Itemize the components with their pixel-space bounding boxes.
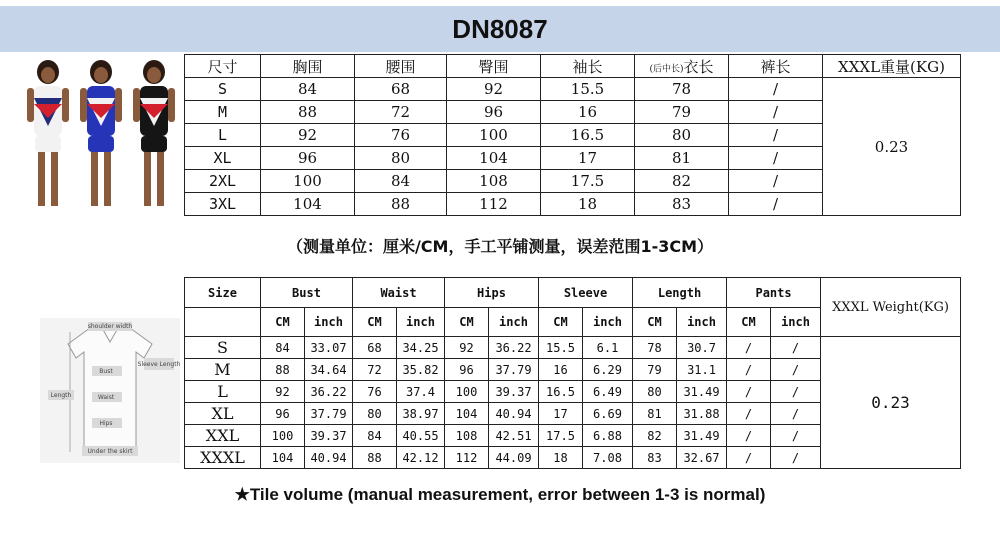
en-measurement-note: ★Tile volume (manual measurement, error between 1-3 is normal) (234, 485, 766, 504)
diagram-label-length: Length (50, 392, 72, 399)
en-length-cm: 79 (633, 359, 677, 381)
en-waist-cm: 84 (353, 425, 397, 447)
diagram-label-shoulder: shoulder width (87, 323, 133, 330)
cn-sleeve: 17 (541, 147, 635, 170)
en-hips-inch: 39.37 (489, 381, 539, 403)
cn-hips: 108 (447, 170, 541, 193)
size-table-cn (184, 54, 961, 216)
cn-pants: / (729, 101, 823, 124)
en-size: S (185, 337, 261, 359)
en-hips-inch: 42.51 (489, 425, 539, 447)
en-sub-inch: inch (489, 308, 539, 337)
en-sleeve-cm: 15.5 (539, 337, 583, 359)
en-sub-cm: CM (353, 308, 397, 337)
table-row (185, 337, 961, 359)
table-row (185, 78, 961, 101)
en-sleeve-inch: 6.1 (583, 337, 633, 359)
en-pants-inch: / (771, 337, 821, 359)
cn-header-weight: XXXL重量(KG) (823, 55, 961, 78)
en-length-inch: 30.7 (677, 337, 727, 359)
en-hips-cm: 96 (445, 359, 489, 381)
cn-header-bust: 胸围 (261, 55, 355, 78)
en-waist-inch: 40.55 (397, 425, 445, 447)
cn-bust: 84 (261, 78, 355, 101)
en-size: XL (185, 403, 261, 425)
cn-length: 82 (635, 170, 729, 193)
en-pants-cm: / (727, 447, 771, 469)
cn-waist: 84 (355, 170, 447, 193)
en-length-inch: 31.49 (677, 381, 727, 403)
en-header-weight: XXXL Weight(KG) (821, 278, 961, 337)
cn-pants: / (729, 147, 823, 170)
en-bust-cm: 96 (261, 403, 305, 425)
cn-length: 81 (635, 147, 729, 170)
cn-bust: 92 (261, 124, 355, 147)
en-length-inch: 31.49 (677, 425, 727, 447)
cn-hips: 92 (447, 78, 541, 101)
cn-bust: 96 (261, 147, 355, 170)
en-weight: 0.23 (821, 337, 961, 469)
title-banner (0, 6, 1000, 52)
en-waist-inch: 37.4 (397, 381, 445, 403)
en-header-row (185, 278, 961, 308)
cn-header-length-note: (后中长) (649, 64, 684, 74)
en-sub-cm: CM (445, 308, 489, 337)
cn-bust: 88 (261, 101, 355, 124)
en-header-pants: Pants (727, 278, 821, 308)
en-header-length: Length (633, 278, 727, 308)
en-sleeve-inch: 6.69 (583, 403, 633, 425)
diagram-label-under: Under the skirt (87, 448, 133, 455)
en-subheader-empty (185, 308, 261, 337)
model-blue (80, 60, 122, 206)
en-sub-cm: CM (727, 308, 771, 337)
en-sleeve-cm: 17 (539, 403, 583, 425)
en-sleeve-inch: 7.08 (583, 447, 633, 469)
en-pants-inch: / (771, 381, 821, 403)
en-sub-cm: CM (261, 308, 305, 337)
size-table-en (184, 277, 961, 469)
cn-hips: 96 (447, 101, 541, 124)
en-length-cm: 80 (633, 381, 677, 403)
en-header-hips: Hips (445, 278, 539, 308)
cn-header-hips: 臀围 (447, 55, 541, 78)
cn-size: S (185, 78, 261, 101)
cn-header-pants: 裤长 (729, 55, 823, 78)
cn-pants: / (729, 193, 823, 216)
en-pants-inch: / (771, 447, 821, 469)
cn-waist: 72 (355, 101, 447, 124)
cn-header-sleeve: 袖长 (541, 55, 635, 78)
cn-header-length (635, 55, 729, 78)
cn-sleeve: 18 (541, 193, 635, 216)
cn-bust: 104 (261, 193, 355, 216)
en-waist-cm: 88 (353, 447, 397, 469)
cn-sleeve: 16.5 (541, 124, 635, 147)
model-white (27, 60, 69, 206)
en-waist-inch: 35.82 (397, 359, 445, 381)
en-sub-cm: CM (633, 308, 677, 337)
cn-header-length-label: 衣长 (683, 57, 714, 76)
en-size: M (185, 359, 261, 381)
en-length-inch: 31.88 (677, 403, 727, 425)
diagram-label-sleeve: Sleeve Length (137, 361, 180, 368)
garment-diagram (40, 318, 180, 463)
en-length-cm: 82 (633, 425, 677, 447)
model-black (133, 60, 175, 206)
en-waist-cm: 68 (353, 337, 397, 359)
cn-sleeve: 15.5 (541, 78, 635, 101)
en-hips-inch: 37.79 (489, 359, 539, 381)
cn-waist: 88 (355, 193, 447, 216)
product-code: DN8087 (452, 13, 548, 44)
en-length-cm: 81 (633, 403, 677, 425)
en-sleeve-inch: 6.49 (583, 381, 633, 403)
cn-waist: 80 (355, 147, 447, 170)
en-length-inch: 32.67 (677, 447, 727, 469)
en-header-sleeve: Sleeve (539, 278, 633, 308)
en-bust-inch: 33.07 (305, 337, 353, 359)
en-hips-inch: 44.09 (489, 447, 539, 469)
cn-header-waist: 腰围 (355, 55, 447, 78)
en-size: XXL (185, 425, 261, 447)
en-hips-cm: 100 (445, 381, 489, 403)
en-pants-cm: / (727, 359, 771, 381)
cn-length: 78 (635, 78, 729, 101)
en-pants-cm: / (727, 337, 771, 359)
cn-hips: 104 (447, 147, 541, 170)
en-hips-inch: 36.22 (489, 337, 539, 359)
en-length-inch: 31.1 (677, 359, 727, 381)
en-bust-cm: 92 (261, 381, 305, 403)
en-waist-cm: 76 (353, 381, 397, 403)
en-sub-inch: inch (305, 308, 353, 337)
cn-size: M (185, 101, 261, 124)
en-table-body (185, 337, 961, 469)
en-size: XXXL (185, 447, 261, 469)
cn-size: 2XL (185, 170, 261, 193)
cn-weight: 0.23 (823, 78, 961, 216)
cn-hips: 112 (447, 193, 541, 216)
cn-length: 79 (635, 101, 729, 124)
en-bust-inch: 34.64 (305, 359, 353, 381)
en-header-waist: Waist (353, 278, 445, 308)
en-bust-cm: 88 (261, 359, 305, 381)
en-length-cm: 83 (633, 447, 677, 469)
en-sleeve-cm: 16 (539, 359, 583, 381)
en-bust-inch: 37.79 (305, 403, 353, 425)
cn-pants: / (729, 78, 823, 101)
en-pants-inch: / (771, 403, 821, 425)
cn-size: 3XL (185, 193, 261, 216)
cn-sleeve: 17.5 (541, 170, 635, 193)
en-sub-inch: inch (677, 308, 727, 337)
cn-sleeve: 16 (541, 101, 635, 124)
en-header-bust: Bust (261, 278, 353, 308)
en-bust-cm: 104 (261, 447, 305, 469)
en-pants-cm: / (727, 381, 771, 403)
en-pants-inch: / (771, 359, 821, 381)
en-pants-cm: / (727, 403, 771, 425)
cn-length: 83 (635, 193, 729, 216)
diagram-label-waist: Waist (97, 394, 115, 401)
en-waist-inch: 42.12 (397, 447, 445, 469)
en-waist-inch: 34.25 (397, 337, 445, 359)
en-bust-inch: 40.94 (305, 447, 353, 469)
diagram-label-hips: Hips (99, 420, 113, 427)
en-sub-cm: CM (539, 308, 583, 337)
en-sub-inch: inch (397, 308, 445, 337)
cn-size: L (185, 124, 261, 147)
en-bust-inch: 39.37 (305, 425, 353, 447)
cn-waist: 68 (355, 78, 447, 101)
model-photos (22, 58, 180, 210)
en-bust-cm: 100 (261, 425, 305, 447)
cn-measurement-note: （测量单位：厘米/CM，手工平铺测量，误差范围1-3CM） (286, 237, 714, 256)
en-sleeve-cm: 16.5 (539, 381, 583, 403)
en-waist-cm: 72 (353, 359, 397, 381)
en-hips-cm: 92 (445, 337, 489, 359)
en-bust-inch: 36.22 (305, 381, 353, 403)
cn-size: XL (185, 147, 261, 170)
cn-waist: 76 (355, 124, 447, 147)
en-hips-inch: 40.94 (489, 403, 539, 425)
cn-header-size: 尺寸 (185, 55, 261, 78)
en-hips-cm: 112 (445, 447, 489, 469)
en-waist-cm: 80 (353, 403, 397, 425)
en-sleeve-cm: 18 (539, 447, 583, 469)
diagram-label-bust: Bust (99, 368, 113, 375)
en-sleeve-inch: 6.29 (583, 359, 633, 381)
cn-pants: / (729, 124, 823, 147)
en-size: L (185, 381, 261, 403)
en-sleeve-cm: 17.5 (539, 425, 583, 447)
cn-length: 80 (635, 124, 729, 147)
en-pants-inch: / (771, 425, 821, 447)
en-sub-inch: inch (771, 308, 821, 337)
en-sub-inch: inch (583, 308, 633, 337)
en-bust-cm: 84 (261, 337, 305, 359)
cn-bust: 100 (261, 170, 355, 193)
en-sleeve-inch: 6.88 (583, 425, 633, 447)
en-hips-cm: 104 (445, 403, 489, 425)
en-length-cm: 78 (633, 337, 677, 359)
en-pants-cm: / (727, 425, 771, 447)
cn-pants: / (729, 170, 823, 193)
cn-hips: 100 (447, 124, 541, 147)
en-hips-cm: 108 (445, 425, 489, 447)
cn-header-row (185, 55, 961, 78)
en-header-size: Size (185, 278, 261, 308)
en-waist-inch: 38.97 (397, 403, 445, 425)
